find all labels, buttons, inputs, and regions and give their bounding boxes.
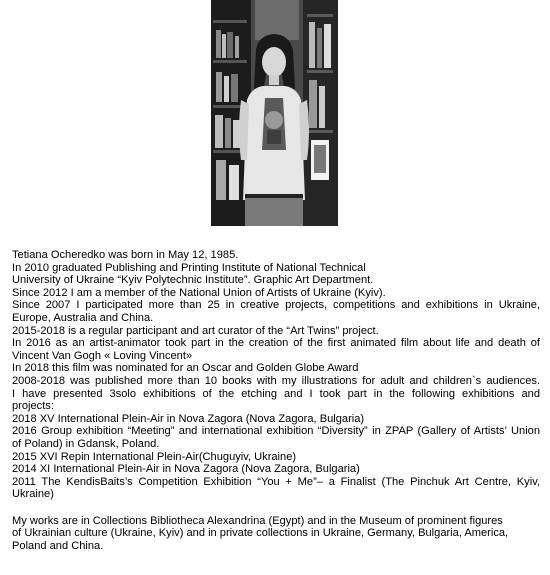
bio-line: 2008-2018 was published more than 10 books with my illustrations for adult and children`s audiences. xyxy=(12,374,540,387)
bio-line: Europe, Australia and China. xyxy=(12,311,154,324)
bio-line: Since 2007 I participated more than 25 in creative projects, competitions and exhibitions in Ukraine, xyxy=(12,299,540,312)
bio-line: of Ukrainian culture (Ukraine, Kyiv) and in private collections in Ukraine, Germany, Bulgaria, America, xyxy=(12,527,509,540)
bio-text xyxy=(12,249,540,553)
bio-line: Tetiana Ocheredko was born in May 12, 1985. xyxy=(12,249,239,261)
bio-line: Poland and China. xyxy=(12,540,104,553)
bio-line: University of Ukraine “Kyiv Polytechnic Institute”. Graphic Art Department. xyxy=(12,274,374,287)
bio-line: 2016 Group exhibition “Meeting” and international exhibition “Diversity” in ZPAP (Gallery of Artists’ Union xyxy=(12,425,540,438)
bio-line: Vincent Van Gogh « Loving Vincent» xyxy=(12,349,193,362)
bio-line: My works are in Collections Bibliotheca Alexandrina (Egypt) and in the Museum of prominent figures xyxy=(12,514,503,527)
bio-line: 2018 XV International Plein-Air in Nova Zagora (Nova Zagora, Bulgaria) xyxy=(12,412,365,425)
portrait-photo xyxy=(211,0,338,226)
bio-line: projects: xyxy=(12,400,54,413)
bio-line: 2011 The KendisBaits’s Competition Exhibition “You + Me”– a Finalist (The Pinchuk Art Centre, Kyiv, xyxy=(12,475,540,488)
bio-line: 2015-2018 is a regular participant and art curator of the “Art Twins” project. xyxy=(12,324,379,337)
bio-line: Since 2012 I am a member of the National Union of Artists of Ukraine (Kyiv). xyxy=(12,286,386,299)
bio-line: In 2010 graduated Publishing and Printing Institute of National Technical xyxy=(12,261,366,274)
bio-line: of Poland) in Gdansk, Poland. xyxy=(12,437,160,450)
bio-line: I have presented 3solo exhibitions of the etching and I took part in the following exhibitions and xyxy=(12,387,540,400)
bio-line: 2015 XVI Repin International Plein-Air(Chuguyiv, Ukraine) xyxy=(12,450,297,463)
bio-line: In 2018 this film was nominated for an Oscar and Golden Globe Award xyxy=(12,362,359,375)
portrait-image xyxy=(211,0,338,226)
bio-line: Ukraine) xyxy=(12,488,54,501)
bio-line: 2014 XI International Plein-Air in Nova Zagora (Nova Zagora, Bulgaria) xyxy=(12,463,360,476)
bio-line: In 2016 as an artist-animator took part in the creation of the first animated film about life and death of xyxy=(12,337,540,350)
